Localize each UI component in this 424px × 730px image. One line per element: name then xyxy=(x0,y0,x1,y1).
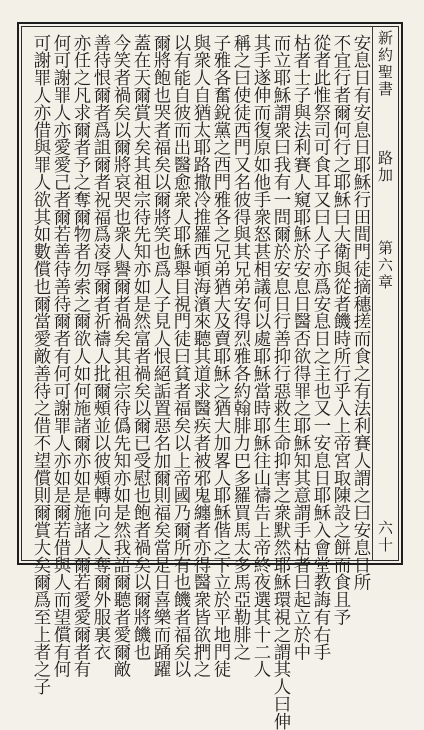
text-column: 何可謝罪人亦愛愛己者爾若善待善待爾者有何可謝罪人亦如是爾若借與人而望償有何 xyxy=(50,34,70,678)
text-column: 而立耶穌謂衆曰我有一問爾於安息日行善抑行惡救生命抑害之衆默然耶穌環視之謂其人曰伸 xyxy=(270,34,290,730)
chapter-heading: 第六章 xyxy=(376,240,394,291)
text-column: 與衆人自猶太耶路撒冷推羅西頓海濱來聽其道求醫疾者被邪鬼纏者亦得醫衆皆欲捫之 xyxy=(190,34,210,678)
text-column: 子雅各奮銳黨之西門雅各之兄弟猶大及賣耶穌之猶大加畧人耶穌偕之下立於平地門徒 xyxy=(210,34,230,678)
text-column: 今笑者禍矣以爾將哀哭也衆人譽爾者禍矣其祖宗待僞先知亦如是然我語爾聽者愛爾敵 xyxy=(110,34,130,678)
text-column: 不宜行者爾何行之耶穌曰大衛與從者饑時所行乎入上帝宮取陳設之餅而食且予 xyxy=(330,34,350,626)
page-number: 六十 xyxy=(376,520,394,554)
text-column: 枯者士子與法利賽人窺耶穌於安息日醫否欲得罪之耶穌知其意謂手枯者曰起立於中 xyxy=(290,34,310,661)
text-column: 稱之曰使徒西門又名彼得與其兄弟安得烈雅各約翰腓力巴多羅買馬太多馬亞勒腓之 xyxy=(230,34,250,661)
text-column: 善待恨爾者爲詛爾者祝福爲凌辱爾者祈禱人批爾頰並以彼頰轉向之人奪爾外服裏衣 xyxy=(90,34,110,661)
text-column: 從者此惟祭司可食耳又曰人子亦爲安息日之主也又一安息日耶穌入會堂教誨有右手 xyxy=(310,34,330,661)
text-column: 亦任之凡求爾者予之奪爾物者勿索之爾欲人如何施諸爾亦如是施諸人爾若愛愛爾者有 xyxy=(70,34,90,678)
book-title: 新約聖書 xyxy=(376,30,394,98)
text-column: 安息日有安息日耶穌行田間門徒摘穗搓而食之有法利賽人謂之曰安息日所 xyxy=(350,34,370,591)
header-divider xyxy=(372,26,373,561)
text-column: 蓋在天爾賞大矣其祖宗待先知亦如是然富者禍矣以爾已受慰也飽者禍矣以爾將饑也 xyxy=(130,34,150,661)
text-column: 可謝罪人亦借與罪人欲其如數償也爾當愛敵善待之借不望償則爾賞大矣爾爲至上者之子 xyxy=(30,34,50,696)
book-name: 路加 xyxy=(376,150,394,184)
text-column: 以有能自彼而出醫愈衆人耶穌舉目視門徒曰貧者福矣以上帝國乃爾所有也饑者福矣以 xyxy=(170,34,190,678)
text-column: 爾將飽也哭者福矣以爾將笑也爲人子見人恨絕詬置惡名加爾則福矣當是日喜樂而踊躍 xyxy=(150,34,170,678)
text-column: 其手遂伸而復原如他手衆怒甚相議何以處耶穌當時耶穌往山禱告上帝終夜選其十二人 xyxy=(250,34,270,678)
